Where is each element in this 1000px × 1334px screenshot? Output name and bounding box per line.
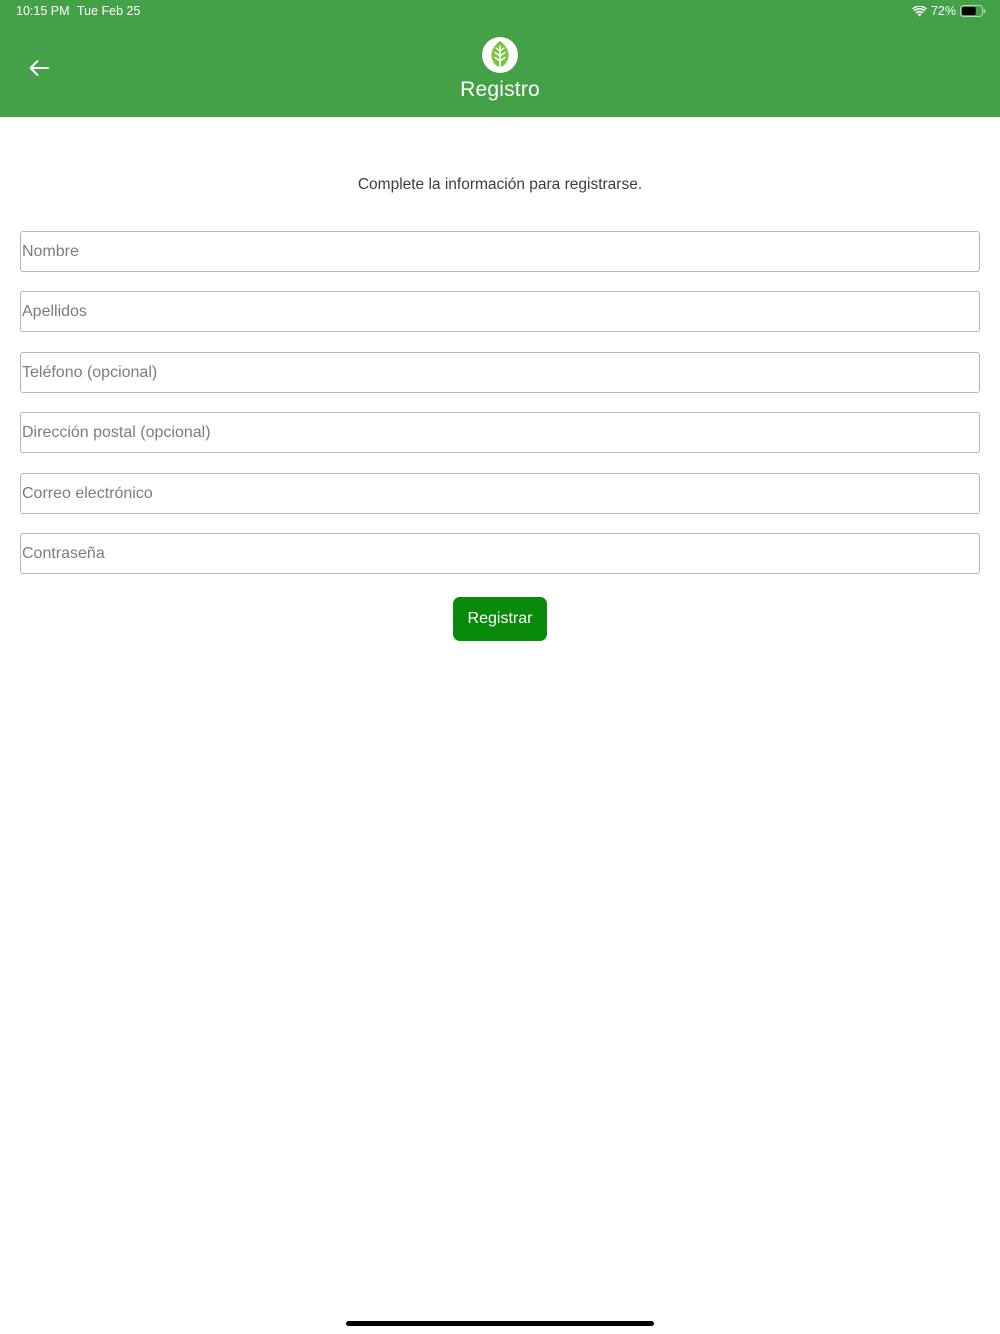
last-name-field[interactable]: [20, 291, 980, 332]
wifi-icon: [912, 6, 927, 17]
home-indicator[interactable]: [346, 1321, 654, 1326]
status-indicators: [912, 4, 986, 18]
postal-address-field[interactable]: [20, 412, 980, 453]
first-name-field[interactable]: [20, 231, 980, 272]
battery-icon: [960, 5, 986, 17]
form-instructions: Complete la información para registrarse.: [357, 176, 643, 193]
status-date: Tue Feb 25: [77, 4, 141, 18]
register-button[interactable]: Registrar: [453, 597, 547, 641]
battery-percent: 72%: [930, 4, 956, 18]
leaf-icon: [482, 37, 518, 73]
status-bar: [0, 0, 1000, 24]
page-title: Registro: [460, 78, 540, 101]
email-field[interactable]: [20, 473, 980, 514]
phone-field[interactable]: [20, 352, 980, 393]
app-header: [0, 0, 1000, 117]
status-time: 10:15 PM: [16, 4, 70, 18]
password-field[interactable]: [20, 533, 980, 574]
